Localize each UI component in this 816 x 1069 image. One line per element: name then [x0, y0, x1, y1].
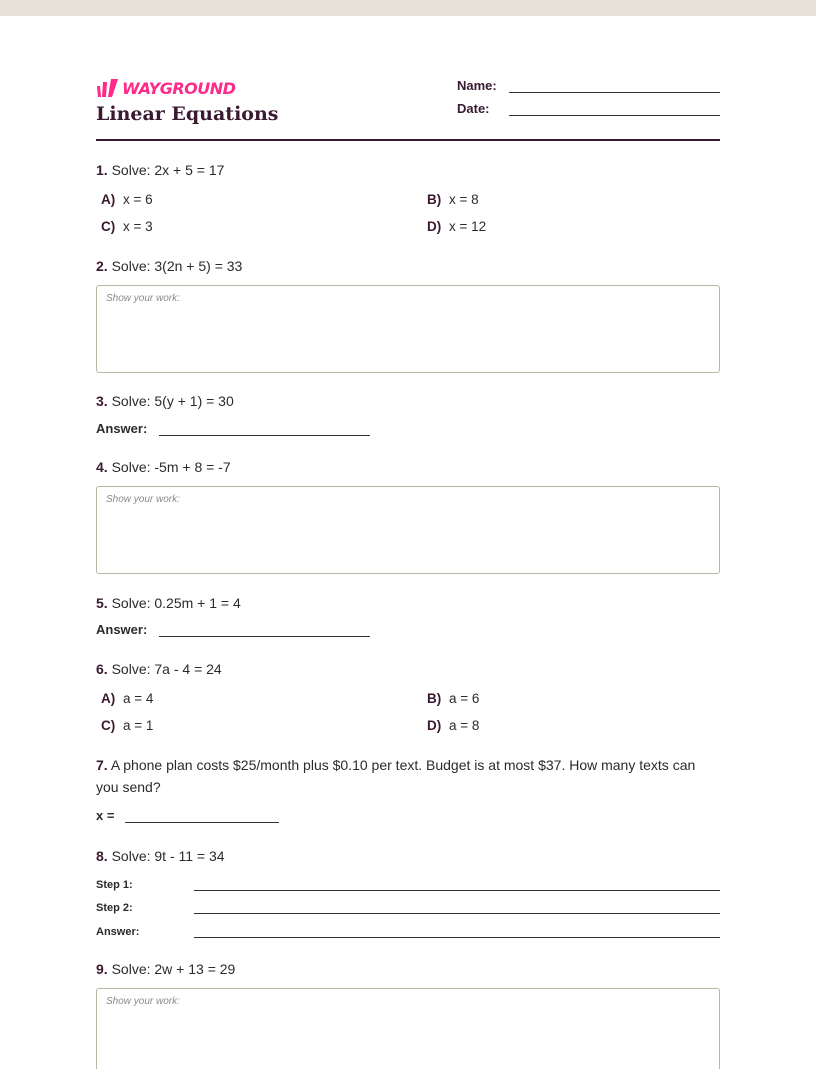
option-d[interactable] [427, 219, 486, 234]
name-line[interactable] [509, 78, 720, 93]
date-field[interactable] [457, 101, 720, 116]
option-text: x = 8 [449, 192, 479, 207]
option-b[interactable] [427, 691, 479, 706]
question-1 [96, 159, 720, 181]
option-text: a = 8 [449, 718, 480, 733]
work-box[interactable] [96, 285, 720, 373]
work-box[interactable] [96, 486, 720, 574]
page-title: Linear Equations [96, 103, 279, 125]
question-9 [96, 958, 720, 980]
option-text: x = 12 [449, 219, 487, 234]
option-letter: D) [427, 718, 442, 733]
step-line[interactable] [194, 925, 720, 938]
step-label: Step 1: [96, 879, 133, 891]
top-bar [0, 0, 816, 16]
question-5 [96, 592, 720, 614]
question-text: Solve: 0.25m + 1 = 4 [111, 595, 241, 611]
question-text: Solve: 9t - 11 = 34 [111, 848, 225, 864]
answer-label: Answer: [96, 421, 148, 436]
option-b[interactable] [427, 192, 479, 207]
answer-field[interactable] [96, 622, 370, 637]
option-text: x = 6 [123, 192, 153, 207]
question-text: Solve: 2w + 13 = 29 [111, 961, 236, 977]
step-answer-field[interactable] [96, 925, 720, 938]
brand-logo-icon [96, 78, 120, 98]
option-a[interactable] [101, 691, 153, 706]
step-line[interactable] [194, 901, 720, 914]
question-number: 5. [96, 595, 108, 611]
answer-field[interactable] [96, 421, 370, 436]
answer-label: x = [96, 808, 115, 823]
question-number: 3. [96, 393, 108, 409]
question-7 [96, 754, 720, 798]
question-text: Solve: 5(y + 1) = 30 [111, 393, 234, 409]
answer-field[interactable] [96, 808, 279, 823]
answer-line[interactable] [125, 808, 279, 823]
question-text: Solve: 3(2n + 5) = 33 [111, 258, 243, 274]
work-placeholder: Show your work: [106, 494, 180, 505]
question-2 [96, 255, 720, 277]
option-letter: C) [101, 219, 116, 234]
step-label: Answer: [96, 926, 140, 938]
name-field[interactable] [457, 78, 720, 93]
question-number: 1. [96, 162, 108, 178]
work-box[interactable] [96, 988, 720, 1069]
work-placeholder: Show your work: [106, 293, 180, 304]
question-text: A phone plan costs $25/month plus $0.10 per text. Budget is at most $37. How many texts can you send? [96, 757, 696, 795]
question-text: Solve: 2x + 5 = 17 [111, 162, 225, 178]
step-2-field[interactable] [96, 901, 720, 914]
option-text: a = 1 [123, 718, 154, 733]
question-3 [96, 390, 720, 412]
date-line[interactable] [509, 101, 720, 116]
option-text: x = 3 [123, 219, 153, 234]
question-8 [96, 845, 720, 867]
step-line[interactable] [194, 878, 720, 891]
option-letter: D) [427, 219, 442, 234]
option-letter: B) [427, 691, 442, 706]
option-c[interactable] [101, 718, 153, 733]
option-c[interactable] [101, 219, 153, 234]
question-text: Solve: 7a - 4 = 24 [111, 661, 222, 677]
question-4 [96, 456, 720, 478]
option-d[interactable] [427, 718, 479, 733]
option-text: a = 4 [123, 691, 154, 706]
question-number: 7. [96, 757, 108, 773]
question-number: 6. [96, 661, 108, 677]
brand-logo [96, 78, 235, 98]
question-number: 9. [96, 961, 108, 977]
option-letter: B) [427, 192, 442, 207]
answer-label: Answer: [96, 622, 148, 637]
answer-line[interactable] [159, 622, 370, 637]
worksheet-header [96, 16, 720, 141]
answer-line[interactable] [159, 421, 370, 436]
question-number: 2. [96, 258, 108, 274]
question-number: 4. [96, 459, 108, 475]
option-a[interactable] [101, 192, 153, 207]
option-letter: A) [101, 192, 116, 207]
step-label: Step 2: [96, 902, 133, 914]
date-label: Date: [457, 101, 490, 116]
step-1-field[interactable] [96, 878, 720, 891]
brand-name: WAYGROUND [122, 78, 236, 98]
question-number: 8. [96, 848, 108, 864]
name-label: Name: [457, 78, 497, 93]
option-letter: C) [101, 718, 116, 733]
question-text: Solve: -5m + 8 = -7 [111, 459, 231, 475]
question-6 [96, 658, 720, 680]
work-placeholder: Show your work: [106, 996, 180, 1007]
option-letter: A) [101, 691, 116, 706]
option-text: a = 6 [449, 691, 480, 706]
worksheet-page [96, 16, 720, 1007]
